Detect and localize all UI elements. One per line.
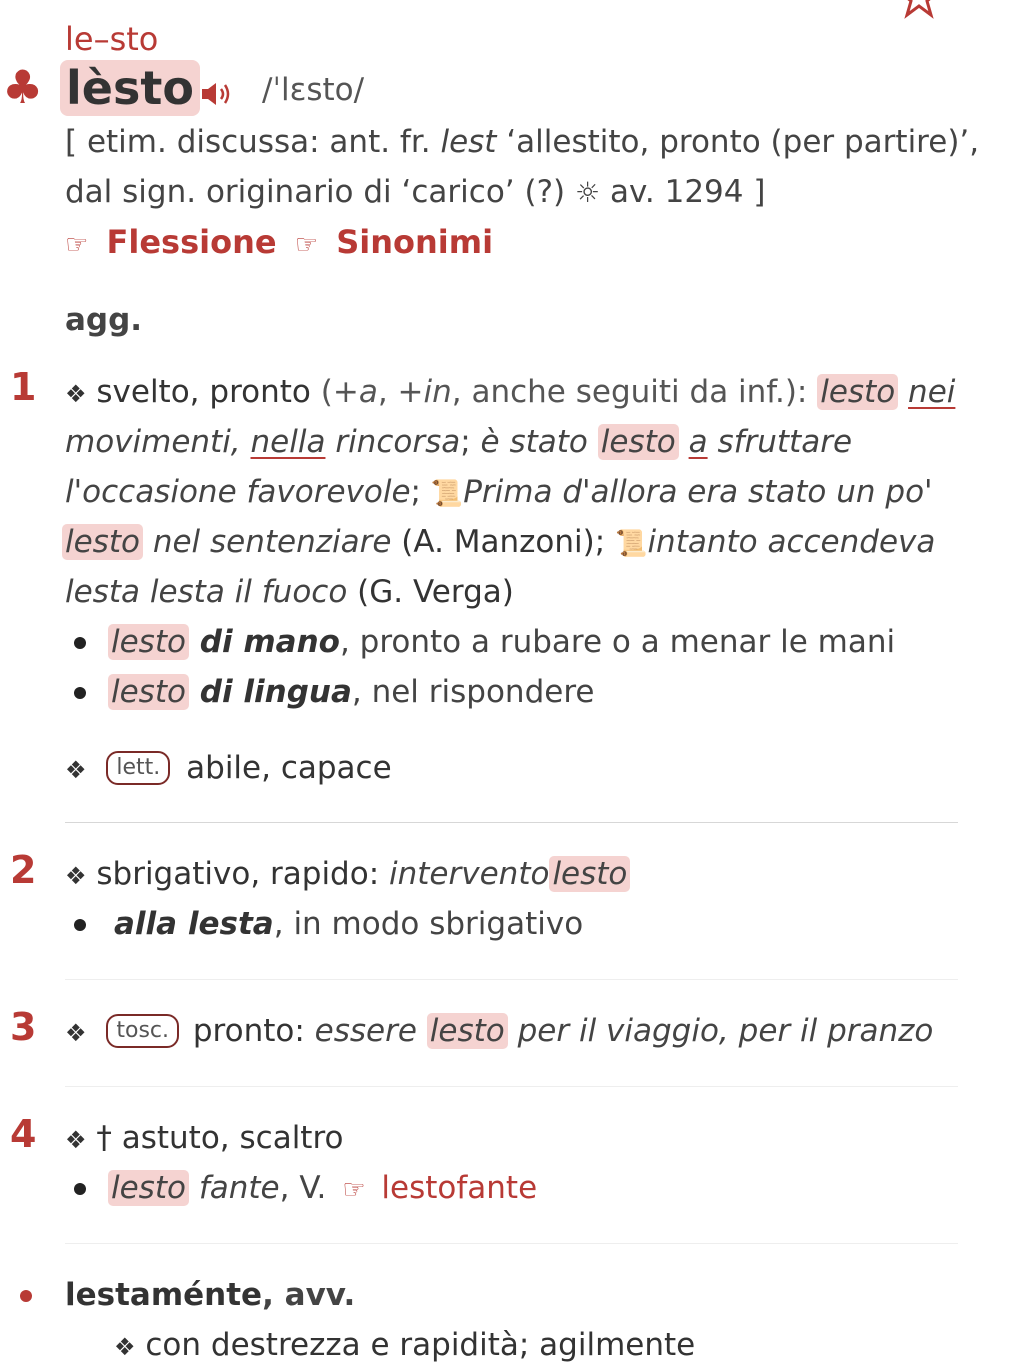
sense-number: 2 [10, 848, 37, 892]
sense-1-line-5: lesta lesta il fuoco (G. Verga) [65, 574, 514, 610]
sense-1-line-4: lesto nel sentenziare (A. Manzoni); 📜intanto accendeva [62, 517, 935, 569]
bullet [74, 687, 86, 699]
links-row [65, 217, 493, 270]
diamond-icon: ❖ [114, 1333, 136, 1361]
pointing-hand-icon: ☞ [294, 230, 319, 260]
diamond-icon: ❖ [65, 862, 87, 890]
highlight-lesto: lesto [598, 424, 679, 460]
part-of-speech: agg. [65, 302, 143, 338]
sense-3-line-1: ❖ tosc. pronto: essere lesto per il viaggio, per il pranzo [65, 1013, 934, 1049]
divider [65, 979, 958, 980]
divider [65, 1086, 958, 1087]
flessione-link[interactable]: Flessione [106, 223, 277, 261]
sinonimi-link[interactable]: Sinonimi [336, 223, 494, 261]
list-item: lesto di lingua, nel rispondere [108, 667, 594, 717]
speaker-icon[interactable] [200, 80, 234, 108]
diamond-icon: ❖ [65, 1126, 87, 1154]
sense-number: 4 [10, 1112, 37, 1156]
sense-2-line-1: ❖ sbrigativo, rapido: interventolesto [65, 849, 630, 901]
bullet [74, 637, 86, 649]
divider [65, 1243, 958, 1244]
bullet [74, 1183, 86, 1195]
diamond-icon: ❖ [65, 756, 87, 784]
etymology-line-2: dal sign. originario di ‘carico’ (?) ☼ av. 1294 ] [65, 174, 766, 210]
derived-headword: lestaménte, avv. [65, 1277, 356, 1313]
sense-number: 1 [10, 365, 37, 409]
club-icon: ♣ [2, 60, 44, 114]
sense-number: 3 [10, 1005, 37, 1049]
highlight-lesto: lesto [62, 524, 143, 560]
bullet [74, 919, 86, 931]
scroll-icon: 📜 [430, 479, 464, 509]
list-item: lesto di mano, pronto a rubare o a menar le mani [108, 617, 895, 667]
derived-definition: ❖ con destrezza e rapidità; agilmente [114, 1327, 696, 1363]
etymology-line-1: [ etim. discussa: ant. fr. lest ‘allestito, pronto (per partire)’, [65, 124, 980, 160]
sense-1-line-2: movimenti, nella rincorsa; è stato lesto a sfruttare [65, 424, 853, 460]
bullet [20, 1290, 32, 1302]
pointing-hand-icon: ☞ [342, 1175, 366, 1205]
sense-4-line-1: ❖ † astuto, scaltro [65, 1120, 344, 1156]
list-item: alla lesta, in modo sbrigativo [114, 906, 584, 942]
divider [65, 822, 958, 823]
highlight-lesto: lesto [427, 1013, 508, 1049]
diamond-icon: ❖ [65, 1019, 87, 1047]
sense-1-line-1: ❖ svelto, pronto (+a, +in, anche seguiti da inf.): lesto nei [65, 374, 956, 410]
syllabification: le–sto [65, 20, 159, 58]
scroll-icon: 📜 [615, 529, 648, 559]
list-item: lesto fante, V. ☞ lestofante [108, 1163, 537, 1215]
star-outline-icon[interactable] [898, 0, 940, 20]
register-tag: lett. [106, 751, 170, 785]
diamond-icon: ❖ [65, 380, 87, 408]
highlight-lesto: lesto [817, 374, 898, 410]
pointing-hand-icon: ☞ [65, 230, 89, 260]
register-tag: tosc. [106, 1014, 179, 1048]
headword: lèsto [60, 60, 200, 116]
sub-sense: ❖ lett. abile, capace [65, 750, 392, 786]
pronunciation: /ˈlɛsto/ [262, 72, 365, 108]
sense-1-line-3: l'occasione favorevole; 📜Prima d'allora era stato un po' [65, 474, 933, 510]
sun-icon: ☼ [575, 176, 601, 209]
lestofante-link[interactable]: lestofante [381, 1170, 538, 1206]
highlight-lesto: lesto [549, 856, 630, 892]
